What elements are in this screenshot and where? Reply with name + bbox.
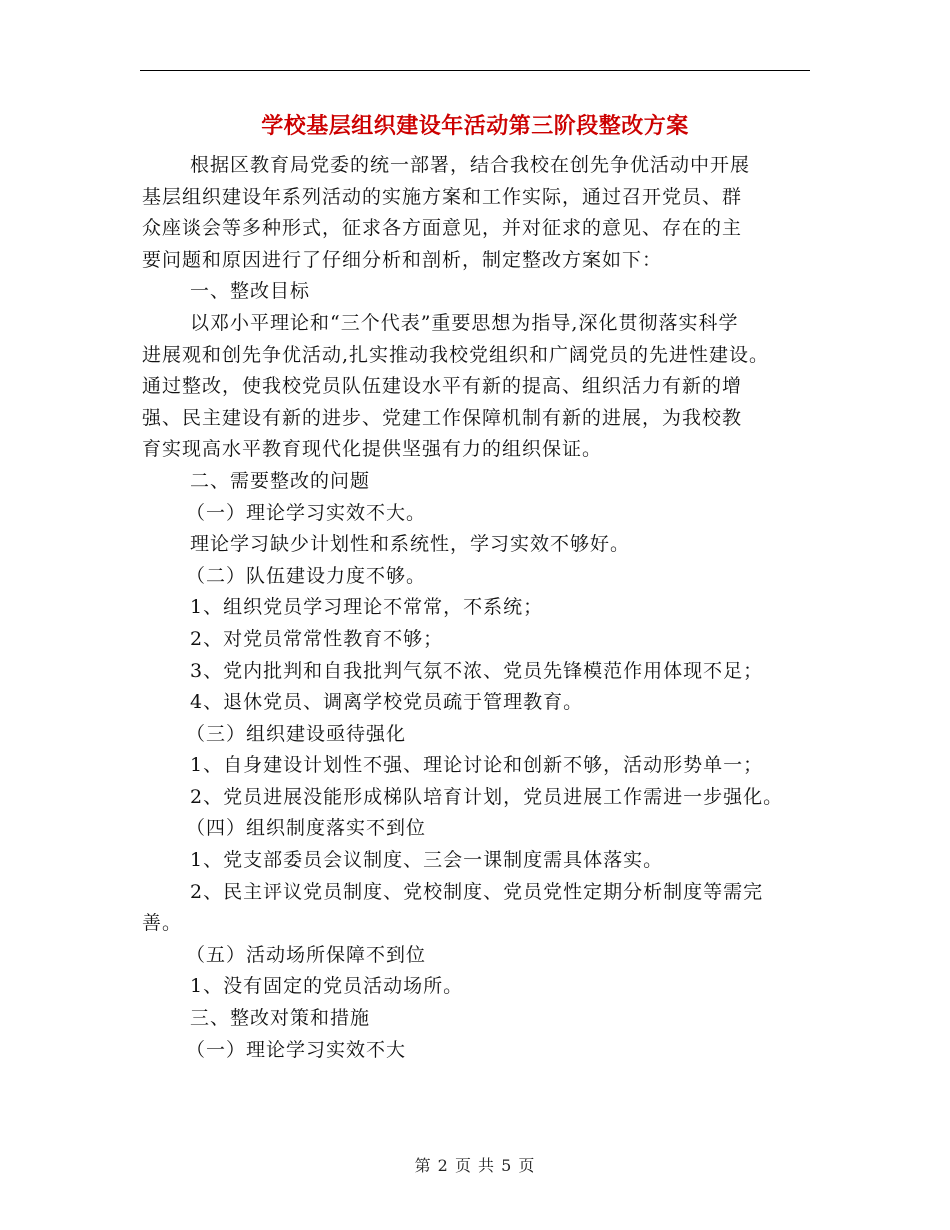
paragraph-line: 要问题和原因进行了仔细分析和剖析，制定整改方案如下：: [142, 248, 663, 271]
list-item: 2、党员进展没能形成梯队培育计划，党员进展工作需进一步强化。: [190, 785, 784, 808]
paragraph-line: 善。: [142, 912, 183, 935]
subsection-heading: （一）理论学习实效不大: [186, 1038, 407, 1061]
page-number: 第 2 页 共 5 页: [414, 1156, 536, 1175]
paragraph-line: 基层组织建设年系列活动的实施方案和工作实际，通过召开党员、群: [142, 185, 743, 208]
paragraph-line: 育实现高水平教育现代化提供坚强有力的组织保证。: [142, 438, 603, 461]
subsection-heading: （三）组织建设亟待强化: [186, 722, 407, 745]
paragraph-line: 进展观和创先争优活动,扎实推动我校党组织和广阔党员的先进性建设。: [142, 343, 770, 366]
list-item: 3、党内批判和自我批判气氛不浓、党员先锋模范作用体现不足；: [190, 659, 764, 682]
section-heading: 二、需要整改的问题: [190, 469, 371, 492]
paragraph-line: 理论学习缺少计划性和系统性，学习实效不够好。: [190, 533, 631, 556]
list-item: 4、退休党员、调离学校党员疏于管理教育。: [190, 691, 584, 714]
list-item: 1、没有固定的党员活动场所。: [190, 975, 464, 998]
list-item: 2、对党员常常性教育不够；: [190, 627, 444, 650]
list-item: 1、组织党员学习理论不常常，不系统；: [190, 596, 544, 619]
section-heading: 三、整改对策和措施: [190, 1007, 371, 1030]
document-body: [142, 150, 817, 1066]
subsection-heading: （四）组织制度落实不到位: [186, 817, 427, 840]
document-title: 学校基层组织建设年活动第三阶段整改方案: [261, 114, 689, 139]
paragraph-line: 根据区教育局党委的统一部署，结合我校在创先争优活动中开展: [190, 154, 751, 176]
subsection-heading: （一）理论学习实效不大。: [186, 501, 427, 524]
paragraph-line: 通过整改，使我校党员队伍建设水平有新的提高、组织活力有新的增: [142, 375, 743, 398]
paragraph-line: 众座谈会等多种形式，征求各方面意见，并对征求的意见、存在的主: [142, 217, 743, 240]
subsection-heading: （二）队伍建设力度不够。: [186, 564, 427, 587]
paragraph-line: 以邓小平理论和“三个代表”重要思想为指导,深化贯彻落实科学: [190, 311, 739, 334]
section-heading: 一、整改目标: [190, 280, 311, 303]
list-item: 2、民主评议党员制度、党校制度、党员党性定期分析制度等需完: [190, 880, 764, 903]
list-item: 1、党支部委员会议制度、三会一课制度需具体落实。: [190, 849, 664, 872]
list-item: 1、自身建设计划性不强、理论讨论和创新不够，活动形势单一；: [190, 754, 764, 777]
header-rule: [140, 70, 810, 71]
paragraph-line: 强、民主建设有新的进步、党建工作保障机制有新的进展，为我校教: [142, 406, 743, 429]
subsection-heading: （五）活动场所保障不到位: [186, 943, 427, 966]
